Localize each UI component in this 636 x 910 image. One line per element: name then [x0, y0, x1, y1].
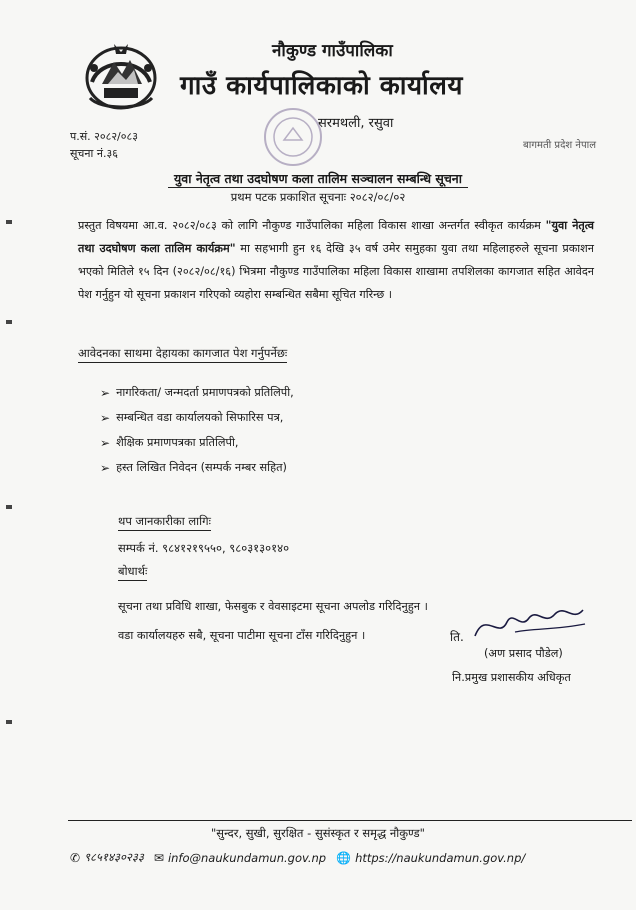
info-heading: थप जानकारीका लागिः [118, 514, 211, 531]
signatory-name: (अण प्रसाद पौडेल) [484, 647, 563, 660]
contact-numbers: सम्पर्क नं. ९८४१२१९५५०, ९८०३१३०१४० [118, 541, 290, 555]
notice-number: सूचना नं.३६ [70, 147, 118, 160]
signature-icon [455, 600, 595, 650]
footer-website-text[interactable]: https://naukundamun.gov.np/ [355, 850, 526, 865]
list-item-text: हस्त लिखित निवेदन (सम्पर्क नम्बर सहित) [116, 461, 287, 474]
footer-divider [68, 820, 632, 821]
list-item-text: शैक्षिक प्रमाणपत्रका प्रतिलिपी, [116, 436, 239, 449]
municipality-name: नौकुण्ड गाउँपालिका [272, 41, 393, 61]
office-seal-icon [262, 106, 324, 168]
notice-body-part2: मा सहभागी हुन १६ देखि ३५ वर्ष उमेर समुहका युवा तथा महिलाहरुले सूचना प्रकाशन भएको मितिले १५ दिन (२०८२/०८/१६) भित्रमा नौकुण्ड गाउँपालिका महिला विकास शाखामा तपशिलका कागजात सहित आवेदन पेश गर्नुहुन यो सूचना प्रकाशन गरिएको व्यहोरा सम्बन्धित सबैमा सूचित गरिन्छ । [78, 242, 594, 301]
notice-title [0, 170, 636, 187]
list-item [100, 430, 294, 455]
footer-email-text[interactable]: info@naukundamun.gov.np [167, 850, 327, 865]
globe-icon: 🌐 [336, 850, 352, 865]
office-address: सरमथली, रसुवा [318, 116, 394, 131]
arrow-bullet-icon: ➢ [100, 460, 111, 475]
list-item-text: सम्बन्धित वडा कार्यालयको सिफारिस पत्र, [116, 411, 284, 424]
notice-body-part1: प्रस्तुत विषयमा आ.व. २०८२/०८३ को लागि नौकुण्ड गाउँपालिका महिला विकास शाखा अन्तर्गत स्वीकृत कार्यक्रम [78, 219, 546, 232]
reference-block [70, 128, 138, 162]
arrow-bullet-icon: ➢ [100, 385, 111, 400]
scan-edge-mark [6, 320, 12, 324]
scan-edge-mark [6, 505, 12, 509]
list-item [100, 380, 294, 405]
distribution-line: सूचना तथा प्रविधि शाखा, फेसबुक र वेवसाइटमा सूचना अपलोड गरिदिनुहुन । [118, 600, 428, 613]
scan-edge-mark [6, 220, 12, 224]
arrow-bullet-icon: ➢ [100, 435, 111, 450]
signatory-title: नि.प्रमुख प्रशासकीय अधिकृत [452, 671, 571, 684]
signature-prefix: ति. [450, 630, 464, 644]
list-item [100, 405, 294, 430]
scan-edge-mark [6, 720, 12, 724]
footer-slogan: "सुन्दर, सुखी, सुरक्षित - सुसंस्कृत र समृद्ध नौकुण्ड" [211, 826, 425, 840]
footer-phone-text: ९८५१४३०२३३ [84, 850, 144, 864]
email-icon: ✉ [153, 850, 164, 865]
requirements-list [100, 380, 294, 480]
notice-title-text: युवा नेतृत्व तथा उदघोषण कला तालिम सञ्चालन सम्बन्धि सूचना [168, 171, 468, 188]
footer-email[interactable] [154, 851, 326, 865]
list-item-text: नागरिकता/ जन्मदर्ता प्रमाणपत्रको प्रतिलिपी, [116, 386, 294, 399]
nepal-emblem-icon [80, 38, 162, 114]
published-date: प्रथम पटक प्रकाशित सूचनाः २०८२/०८/०२ [230, 190, 406, 204]
footer-website[interactable] [336, 851, 525, 865]
phone-icon: ✆ [70, 850, 81, 865]
distribution-line: वडा कार्यालयहरु सबै, सूचना पाटीमा सूचना टाँस गरिदिनुहुन । [118, 629, 366, 642]
list-item [100, 455, 294, 480]
distribution-heading: बोधार्थः [118, 564, 147, 581]
province-name: बागमती प्रदेश नेपाल [523, 140, 596, 151]
distribution-lines [118, 592, 428, 650]
requirements-heading: आवेदनका साथमा देहायका कागजात पेश गर्नुपर्नेछः [78, 346, 287, 363]
footer-contacts [70, 850, 636, 865]
notice-body [78, 214, 594, 306]
program-name: "युवा नेतृत्व तथा उदघोषण कला तालिम कार्यक्रम" [78, 219, 594, 255]
office-name: गाउँ कार्यपालिकाको कार्यालय [180, 71, 463, 101]
arrow-bullet-icon: ➢ [100, 410, 111, 425]
reference-number: प.सं. २०८२/०८३ [70, 130, 138, 143]
footer-phone [70, 850, 144, 865]
